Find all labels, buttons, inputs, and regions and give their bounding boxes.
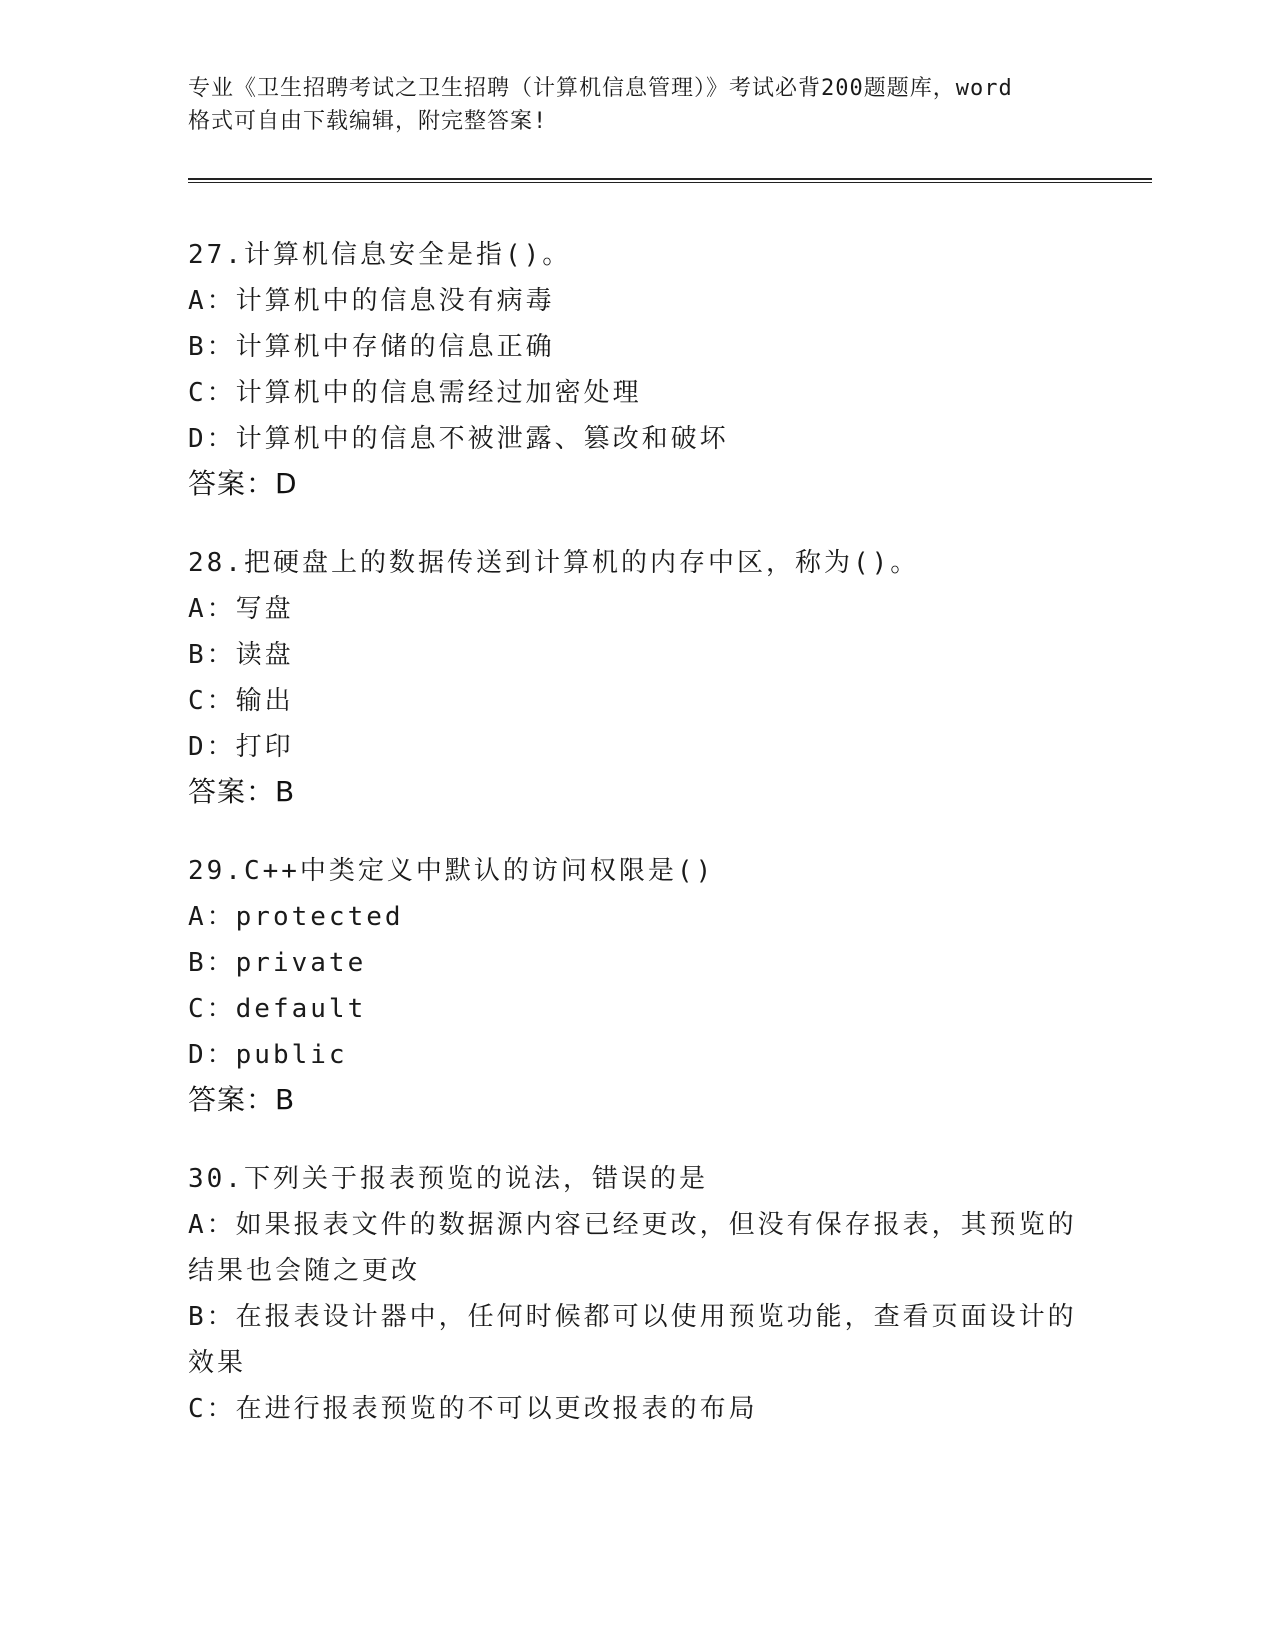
header-divider-thin [188, 182, 1152, 183]
option-b: B：读盘 [188, 640, 294, 670]
question-list [188, 232, 1088, 1466]
option-c: C：计算机中的信息需经过加密处理 [188, 378, 642, 408]
header-line-2: 格式可自由下载编辑，附完整答案! [188, 109, 548, 134]
option-d: D：计算机中的信息不被泄露、篡改和破坏 [188, 424, 729, 454]
question-27 [188, 232, 1088, 506]
option-a: A：如果报表文件的数据源内容已经更改，但没有保存报表，其预览的结果也会随之更改 [188, 1210, 1077, 1286]
option-c: C：default [188, 994, 367, 1024]
question-30 [188, 1156, 1088, 1432]
option-d: D：打印 [188, 732, 294, 762]
question-29 [188, 848, 1088, 1122]
option-b: B：计算机中存储的信息正确 [188, 332, 555, 362]
question-stem: 29.C++中类定义中默认的访问权限是() [188, 856, 715, 886]
header-line-1: 专业《卫生招聘考试之卫生招聘（计算机信息管理）》考试必背200题题库，word [188, 76, 1013, 101]
question-stem: 28.把硬盘上的数据传送到计算机的内存中区，称为()。 [188, 548, 920, 578]
document-header [188, 72, 1088, 138]
option-c: C：在进行报表预览的不可以更改报表的布局 [188, 1394, 758, 1424]
option-a: A：计算机中的信息没有病毒 [188, 286, 555, 316]
option-b: B：private [188, 948, 367, 978]
answer-label: 答案：B [188, 775, 296, 808]
option-d: D：public [188, 1040, 348, 1070]
answer-label: 答案：D [188, 467, 298, 500]
option-a: A：写盘 [188, 594, 294, 624]
option-a: A：protected [188, 902, 404, 932]
header-divider-thick [188, 178, 1152, 180]
question-28 [188, 540, 1088, 814]
option-b: B：在报表设计器中，任何时候都可以使用预览功能，查看页面设计的效果 [188, 1302, 1077, 1378]
option-c: C：输出 [188, 686, 294, 716]
answer-label: 答案：B [188, 1083, 296, 1116]
question-stem: 27.计算机信息安全是指()。 [188, 240, 572, 270]
question-stem: 30.下列关于报表预览的说法，错误的是 [188, 1164, 708, 1194]
